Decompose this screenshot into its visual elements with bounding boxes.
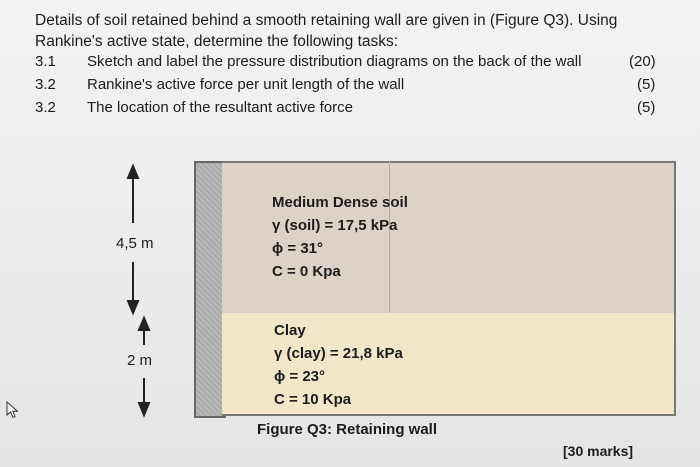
intro-line-2: Rankine's active state, determine the following tasks: — [35, 33, 399, 50]
soil-height-label: 4,5 m — [116, 235, 154, 252]
clay-height-label: 2 m — [127, 352, 153, 369]
soil-gamma: γ (soil) = 17,5 kPa — [272, 217, 398, 234]
soil-cohesion: C = 0 Kpa — [272, 263, 341, 280]
clay-height-arrowhead-up — [139, 318, 149, 330]
soil-title: Medium Dense soil — [272, 194, 408, 211]
clay-gamma: γ (clay) = 21,8 kPa — [274, 345, 403, 362]
task-number: 3.1 — [35, 53, 56, 70]
task-marks: (20) — [629, 53, 656, 70]
task-marks: (5) — [637, 99, 656, 116]
mouse-pointer-icon — [6, 401, 20, 419]
task-marks: (5) — [637, 76, 656, 93]
clay-cohesion: C = 10 Kpa — [274, 391, 352, 408]
intro-line-1: Details of soil retained behind a smooth retaining wall are given in (Figure Q3). Using — [35, 12, 618, 29]
total-marks: [30 marks] — [563, 443, 634, 459]
clay-height-arrowhead-down — [139, 403, 149, 415]
task-text: The location of the resultant active force — [87, 99, 353, 116]
task-number: 3.2 — [35, 99, 56, 116]
task-text: Rankine's active force per unit length of the wall — [87, 76, 405, 93]
clay-phi: ϕ = 23° — [274, 368, 326, 385]
clay-title: Clay — [274, 322, 306, 339]
soil-phi: ϕ = 31° — [272, 240, 324, 257]
task-number: 3.2 — [35, 76, 56, 93]
soil-height-arrowhead-down — [128, 301, 138, 313]
figure-caption: Figure Q3: Retaining wall — [257, 421, 438, 438]
soil-height-arrowhead-up — [128, 166, 138, 178]
task-text: Sketch and label the pressure distribution diagrams on the back of the wall — [87, 53, 582, 70]
